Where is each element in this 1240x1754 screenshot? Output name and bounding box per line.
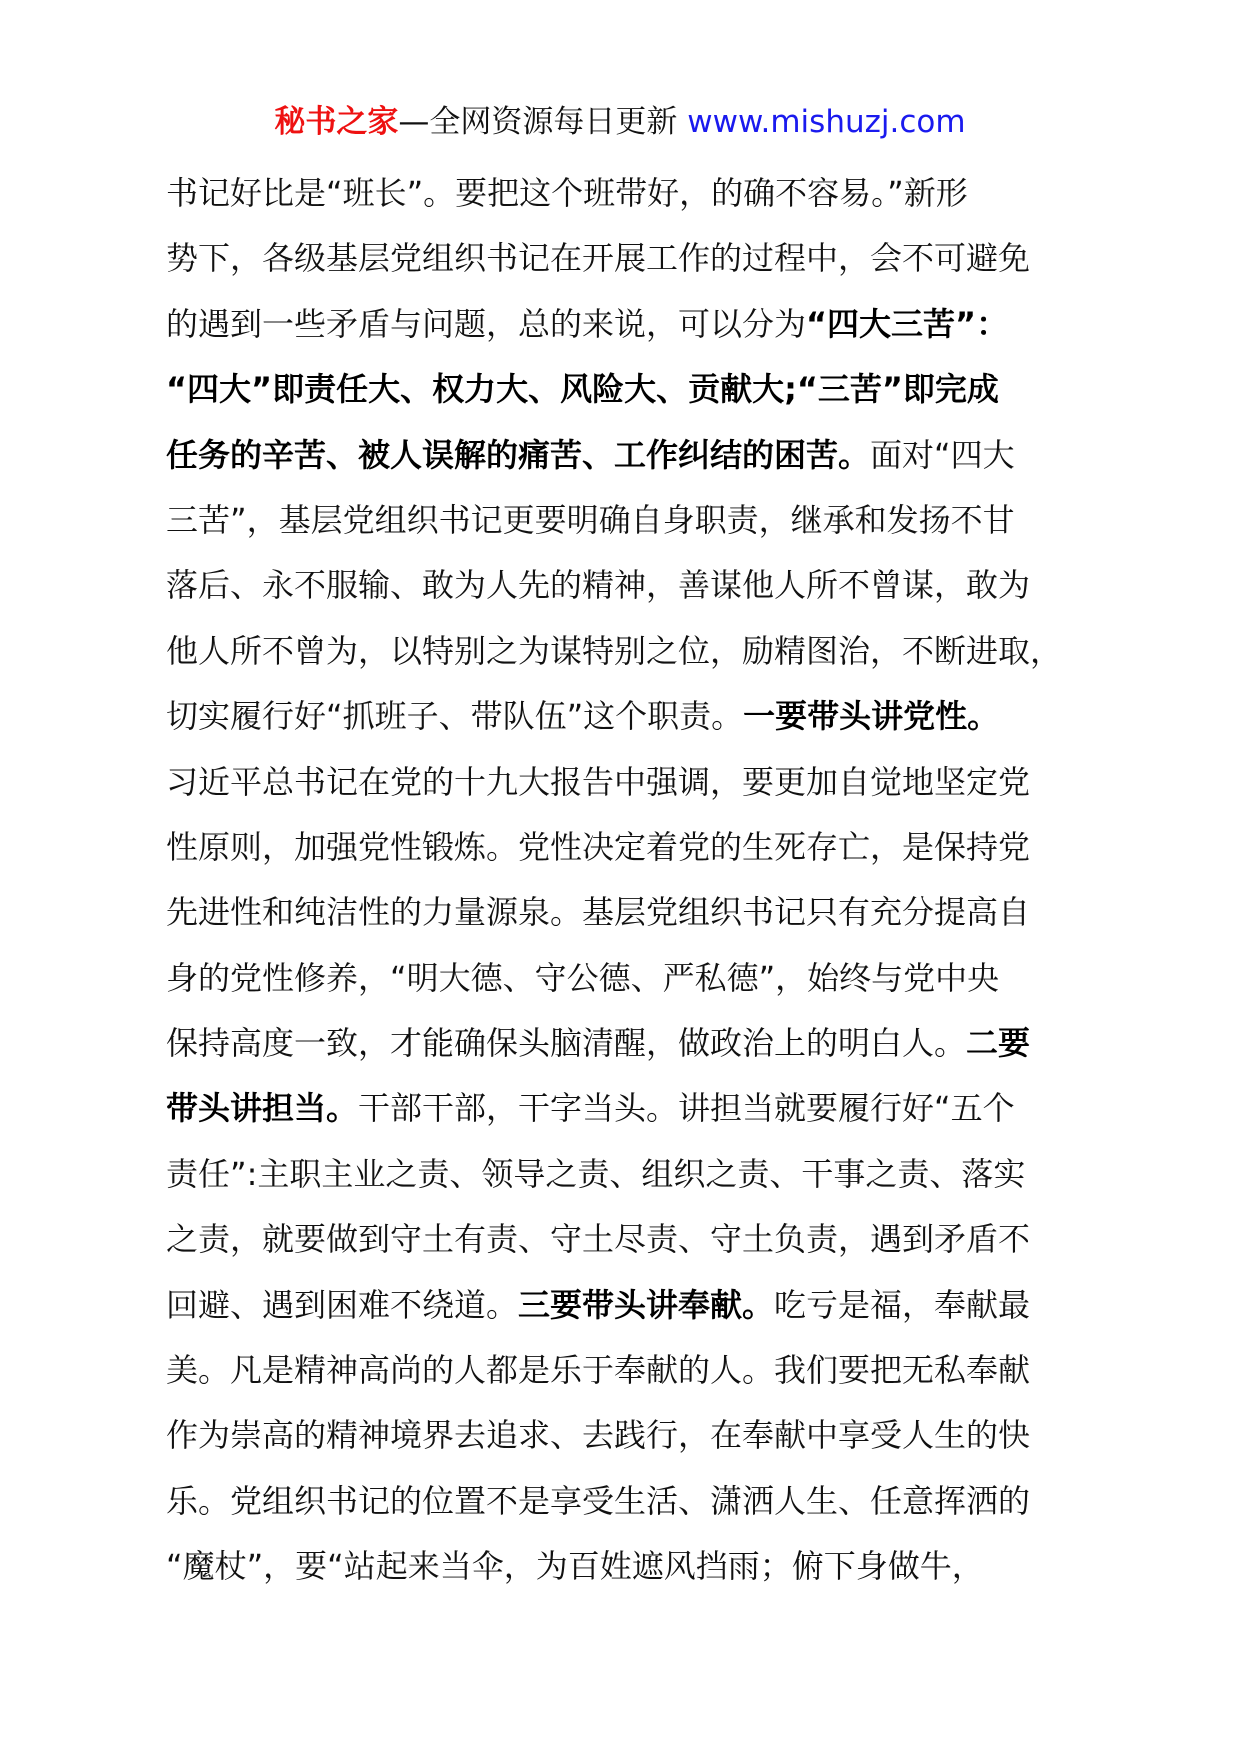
bold-text-segment: 二要 xyxy=(966,1024,1031,1063)
text-line xyxy=(166,161,1126,226)
text-segment: 书记好比是“班长”。要把这个班带好，的确不容易。”新形 xyxy=(166,174,968,212)
text-segment: 面对“四大 xyxy=(870,435,1015,474)
text-line xyxy=(166,880,1126,945)
text-line xyxy=(166,423,1126,488)
site-url-link[interactable]: www.mishuzj.com xyxy=(687,104,966,140)
text-segment: “魔杖”，要“站起来当伞，为百姓遮风挡雨；俯下身做牛， xyxy=(166,1547,984,1586)
text-line xyxy=(166,1338,1126,1403)
text-segment: 的遇到一些矛盾与问题，总的来说，可以分为 xyxy=(166,304,807,343)
text-segment: 美。凡是精神高尚的人都是乐于奉献的人。我们要把无私奉献 xyxy=(166,1351,1031,1390)
text-segment: 吃亏是福，奉献最 xyxy=(774,1285,1031,1324)
text-segment: 性原则，加强党性锻炼。党性决定着党的生死存亡，是保持党 xyxy=(166,827,1031,866)
text-segment: 先进性和纯洁性的力量源泉。基层党组织书记只有充分提高自 xyxy=(166,893,1031,932)
site-tagline: —全网资源每日更新 xyxy=(398,104,688,140)
text-segment: 他人所不曾为，以特别之为谋特别之位，励精图治，不断进取， xyxy=(166,631,1063,670)
text-line xyxy=(166,292,1126,357)
text-segment: 回避、遇到困难不绕道。 xyxy=(166,1285,519,1324)
text-line xyxy=(166,357,1126,422)
text-segment: 乐。党组织书记的位置不是享受生活、潇洒人生、任意挥洒的 xyxy=(166,1481,1031,1520)
bold-text-segment: 一要带头讲党性。 xyxy=(743,697,1000,736)
text-line xyxy=(166,1273,1126,1338)
text-segment: 落后、永不服输、敢为人先的精神，善谋他人所不曾谋，敢为 xyxy=(166,566,1031,605)
text-line xyxy=(166,946,1126,1011)
text-segment: 三苦”，基层党组织书记更要明确自身职责，继承和发扬不甘 xyxy=(166,500,1015,539)
site-header xyxy=(0,100,1240,144)
text-line xyxy=(166,1011,1126,1076)
bold-text-segment: 三要带头讲奉献。 xyxy=(518,1285,775,1324)
text-line xyxy=(166,1207,1126,1272)
bold-text-segment: “四大三苦”： xyxy=(806,304,1009,343)
text-line xyxy=(166,1469,1126,1534)
text-segment: 干部干部，干字当头。讲担当就要履行好“五个 xyxy=(358,1089,1015,1128)
text-segment: 势下，各级基层党组织书记在开展工作的过程中，会不可避免 xyxy=(166,239,1031,278)
text-segment: 身的党性修养，“明大德、守公德、严私德”，始终与党中央 xyxy=(166,958,1000,997)
text-segment: 保持高度一致，才能确保头脑清醒，做政治上的明白人。 xyxy=(166,1024,967,1063)
bold-text-segment: “四大”即责任大、权力大、风险大、贡献大;“三苦”即完成 xyxy=(166,370,999,409)
text-line xyxy=(166,750,1126,815)
text-line xyxy=(166,1534,1126,1599)
text-line xyxy=(166,1142,1126,1207)
bold-text-segment: 任务的辛苦、被人误解的痛苦、工作纠结的困苦。 xyxy=(166,435,871,474)
text-line xyxy=(166,553,1126,618)
text-segment: 作为崇高的精神境界去追求、去践行，在奉献中享受人生的快 xyxy=(166,1416,1031,1455)
text-line xyxy=(166,1076,1126,1141)
text-line xyxy=(166,684,1126,749)
text-segment: 责任”:主职主业之责、领导之责、组织之责、干事之责、落实 xyxy=(166,1154,1026,1193)
text-segment: 习近平总书记在党的十九大报告中强调，要更加自觉地坚定党 xyxy=(166,762,1031,801)
text-line xyxy=(166,1403,1126,1468)
document-body xyxy=(166,161,1126,1600)
text-segment: 切实履行好“抓班子、带队伍”这个职责。 xyxy=(166,697,744,736)
text-line xyxy=(166,815,1126,880)
text-line xyxy=(166,488,1126,553)
text-segment: 之责，就要做到守土有责、守土尽责、守土负责，遇到矛盾不 xyxy=(166,1220,1031,1259)
bold-text-segment: 带头讲担当。 xyxy=(166,1089,359,1128)
site-brand: 秘书之家 xyxy=(274,104,399,140)
text-line xyxy=(166,226,1126,291)
text-line xyxy=(166,619,1126,684)
